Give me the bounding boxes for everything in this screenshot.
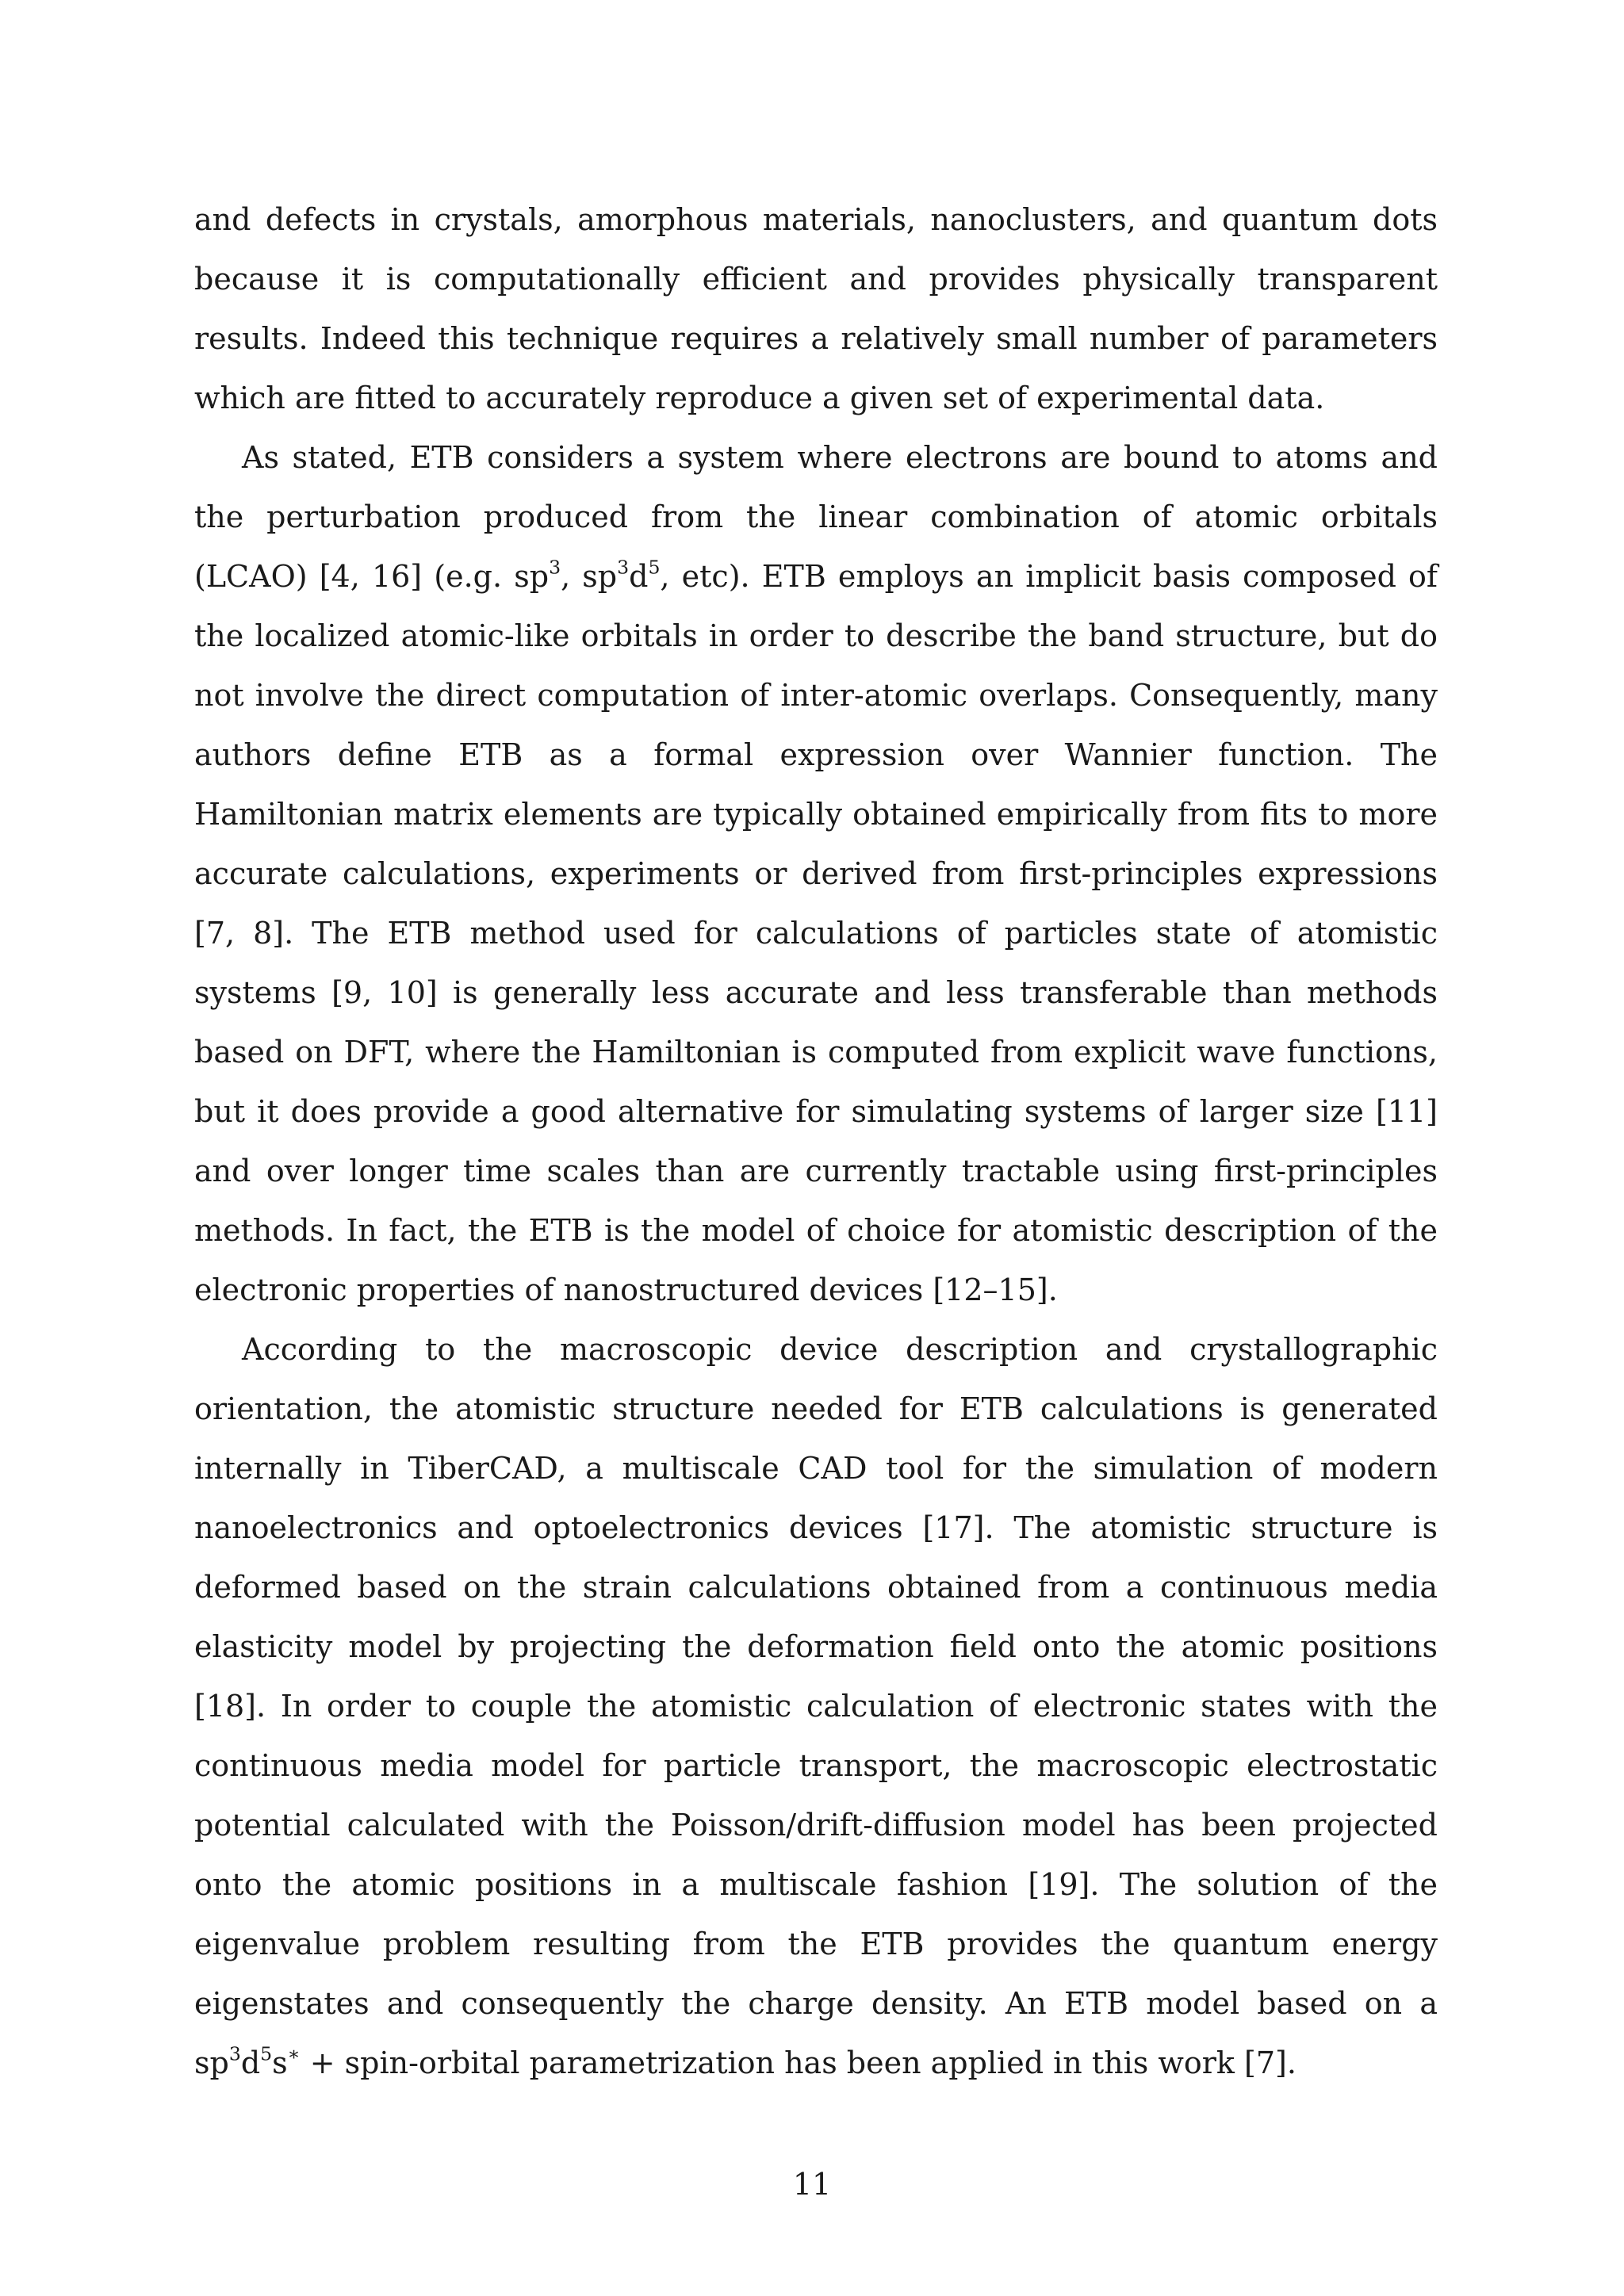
paragraph-2-text-b: , sp <box>561 559 618 594</box>
paragraph-2-text-d: , etc). ETB employs an implicit basis composed of the localized atomic-like orbitals in order to describe the band structure, but do not involve the direct computation of inter-atomic overlaps. Consequently, many authors define ETB as a formal expression over Wannier function. The Hamiltonian matrix elements are typically obtained empirically from fits to more accurate calculations, experiments or derived from first-principles expressions [7, 8]. The ETB method used for calculations of particles state of atomistic systems [9, 10] is generally less accurate and less transferable than methods based on DFT, where the Hamiltonian is computed from explicit wave functions, but it does provide a good alternative for simulating systems of larger size [11] and over longer time scales than are currently tractable using first-principles methods. In fact, the ETB is the model of choice for atomistic description of the electronic properties of nanostructured devices [12–15]. <box>194 559 1438 1307</box>
paragraph-1 <box>194 190 1438 428</box>
paragraph-3-text-c: s <box>272 2045 288 2080</box>
paragraph-2-text-c: d <box>629 559 649 594</box>
superscript: 3 <box>617 556 630 579</box>
superscript: 3 <box>549 556 561 579</box>
superscript: 5 <box>260 2042 273 2065</box>
paragraph-2 <box>194 428 1438 1320</box>
paragraph-3-text-d: + spin-orbital parametrization has been applied in this work [7]. <box>300 2045 1297 2080</box>
paragraph-3-text-a: According to the macroscopic device description and crystallographic orientation, the atomistic structure needed for ETB calculations is generated internally in TiberCAD, a multiscale CAD tool for the simulation of modern nanoelectronics and optoelectronics devices [17]. The atomistic structure is deformed based on the strain calculations obtained from a continuous media elasticity model by projecting the deformation field onto the atomic positions [18]. In order to couple the atomistic calculation of electronic states with the continuous media model for particle transport, the macroscopic electrostatic potential calculated with the Poisson/drift-diffusion model has been projected onto the atomic positions in a multiscale fashion [19]. The solution of the eigenvalue problem resulting from the ETB provides the quantum energy eigenstates and consequently the charge density. An ETB model based on a sp <box>194 1332 1438 2080</box>
page-number: 11 <box>792 2167 832 2202</box>
paragraph-3-text-b: d <box>240 2045 261 2080</box>
paragraph-3 <box>194 1320 1438 2093</box>
superscript: 3 <box>228 2042 241 2065</box>
paragraph-1-text: and defects in crystals, amorphous materials, nanoclusters, and quantum dots because it is computationally efficient and provides physically transparent results. Indeed this technique requires a relatively small number of parameters which are fitted to accurately reproduce a given set of experimental data. <box>194 202 1438 415</box>
page-body <box>194 190 1438 2093</box>
superscript: 5 <box>648 556 661 579</box>
superscript: ∗ <box>287 2042 301 2065</box>
paragraph-2-text-a: As stated, ETB considers a system where electrons are bound to atoms and the perturbation produced from the linear combination of atomic orbitals (LCAO) [4, 16] (e.g. sp <box>194 440 1438 594</box>
